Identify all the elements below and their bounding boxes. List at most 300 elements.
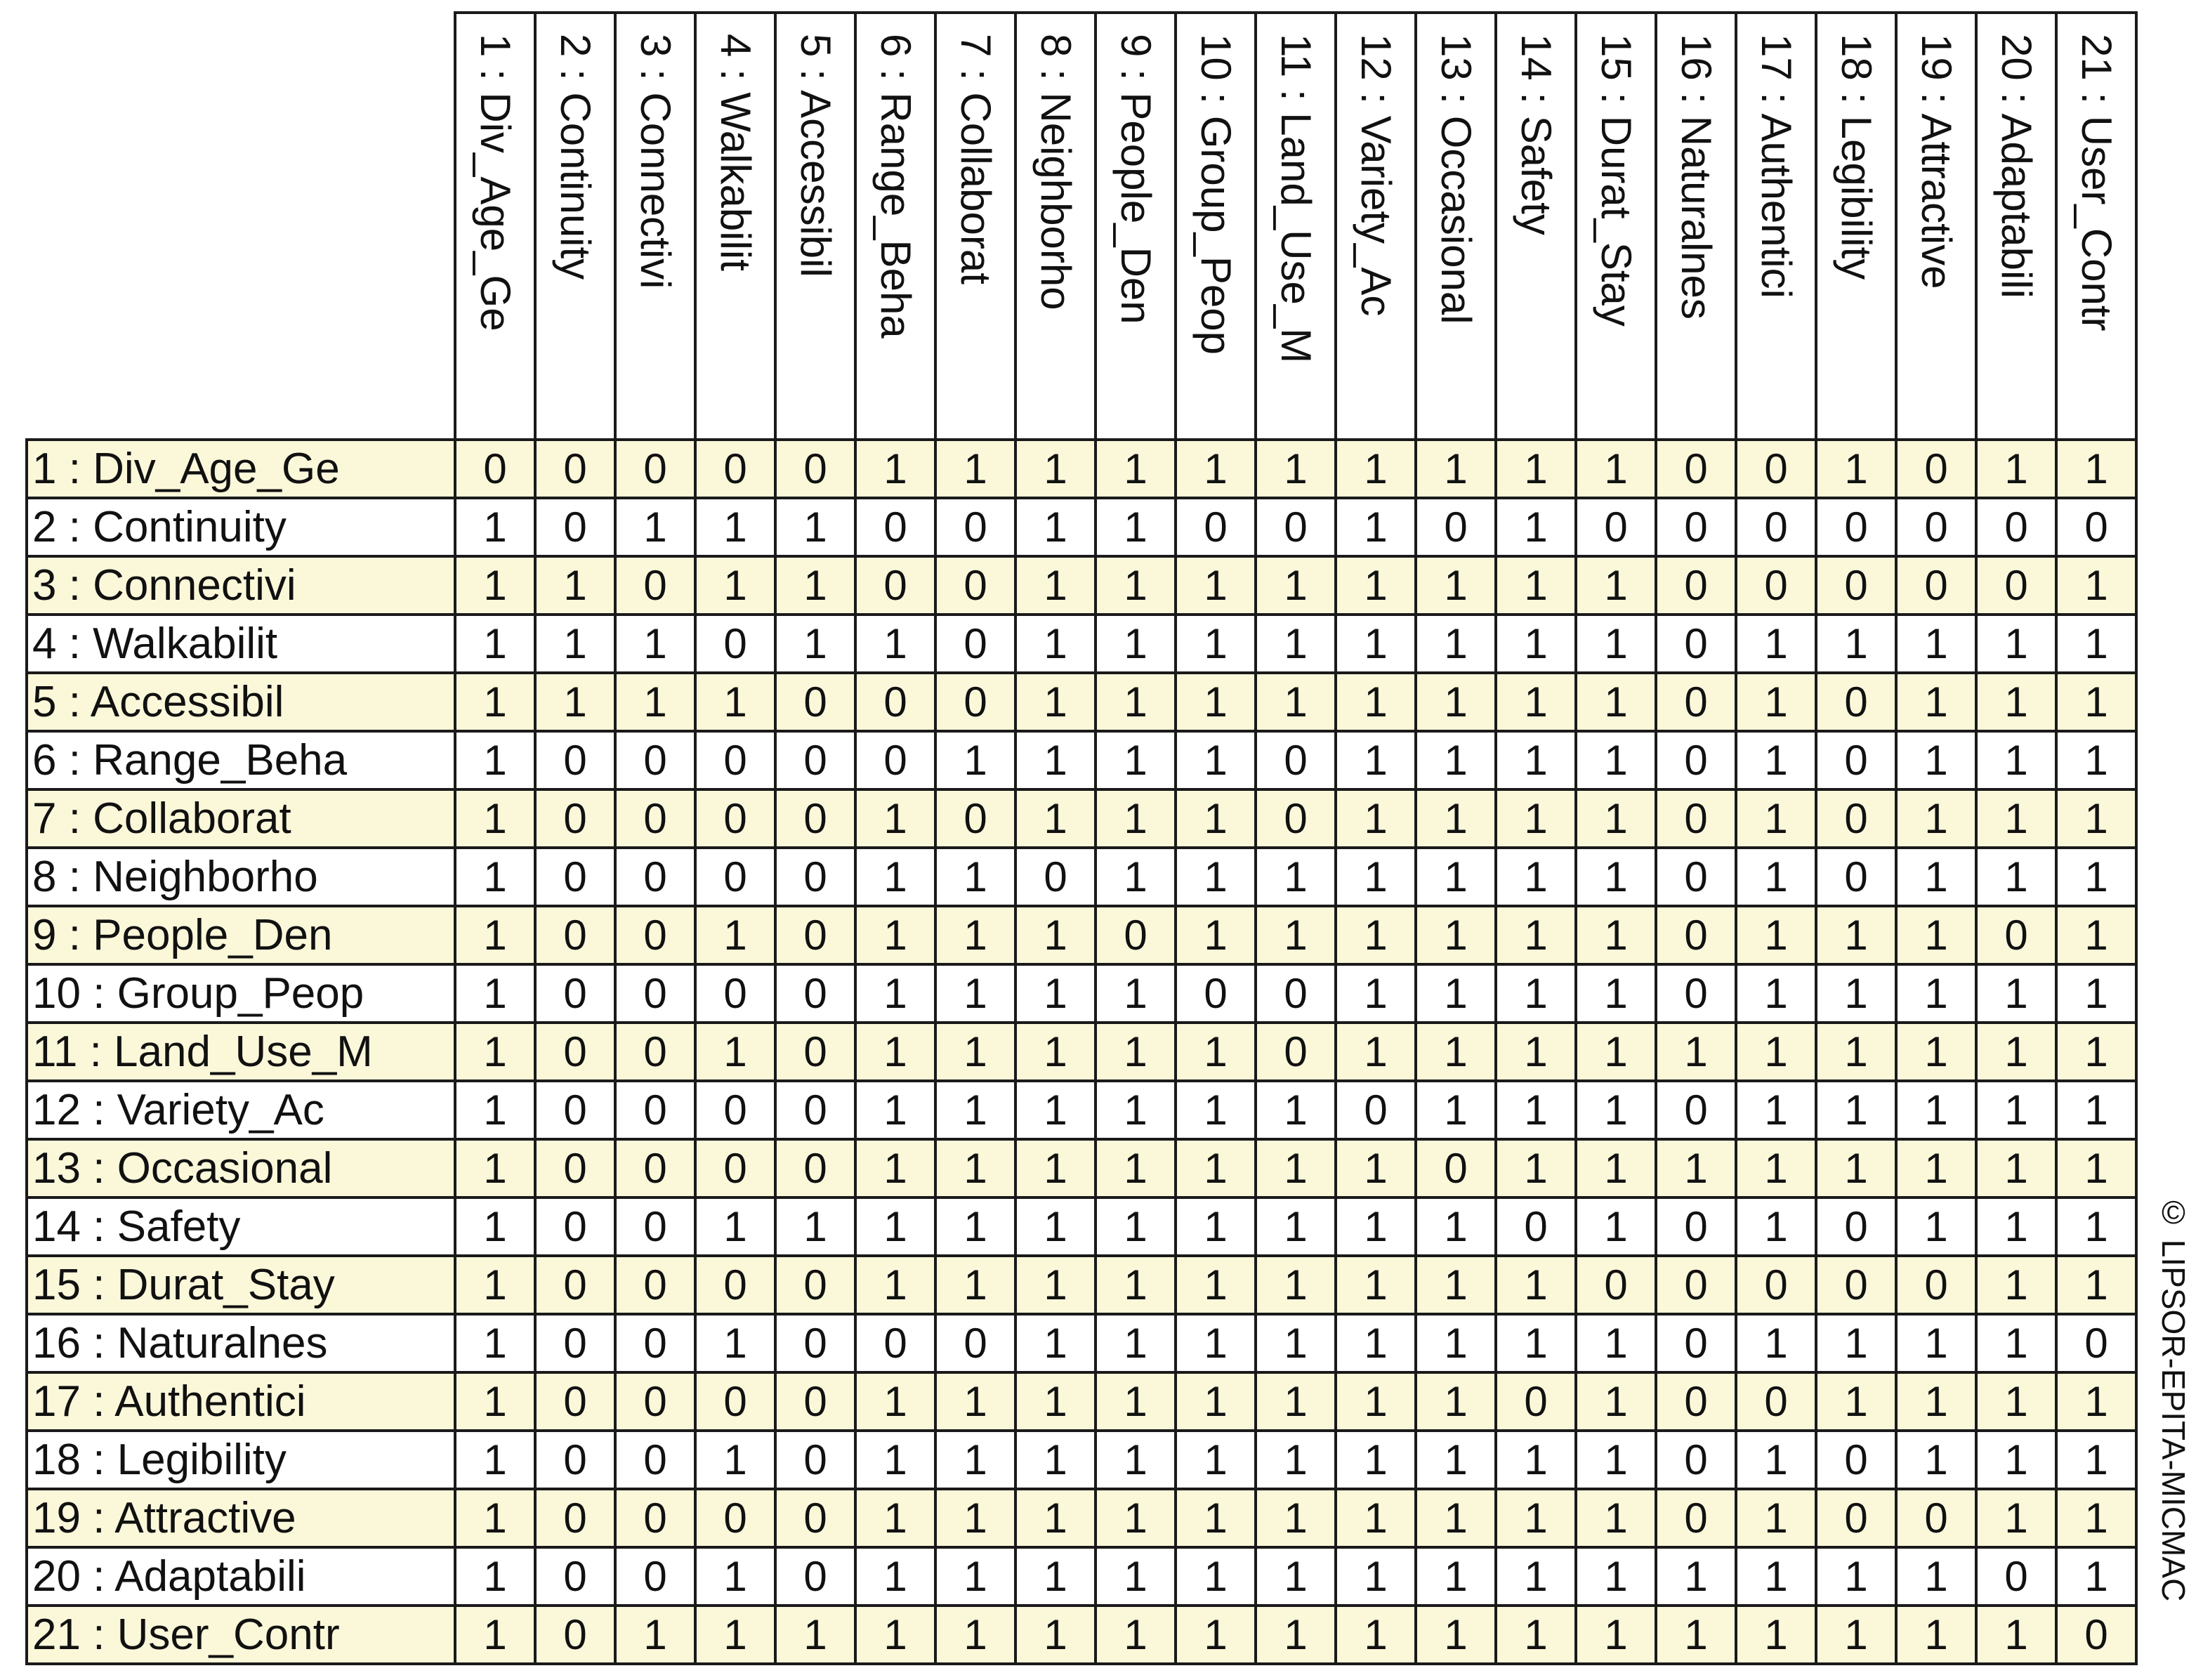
matrix-body [27,440,2136,1664]
matrix-cell: 1 [1496,1606,1576,1664]
matrix-cell: 1 [1416,1197,1496,1256]
table-row [27,440,2136,498]
matrix-cell: 0 [775,1314,855,1372]
row-header-14: 14 : Safety [27,1197,455,1256]
matrix-cell: 1 [1976,440,2056,498]
matrix-cell: 0 [695,1256,775,1314]
matrix-cell: 1 [1015,1547,1096,1606]
matrix-cell: 0 [615,964,695,1023]
matrix-table [25,11,2138,1665]
matrix-cell: 1 [1496,440,1576,498]
table-row [27,498,2136,556]
matrix-cell: 0 [1656,1431,1736,1489]
matrix-cell: 0 [695,440,775,498]
matrix-cell: 0 [535,1431,615,1489]
matrix-cell: 1 [1496,1431,1576,1489]
matrix-cell: 1 [935,1256,1015,1314]
matrix-cell: 1 [1336,498,1416,556]
matrix-cell: 0 [1816,556,1896,615]
matrix-cell: 1 [775,498,855,556]
matrix-cell: 1 [1736,1139,1816,1197]
matrix-cell: 1 [2056,731,2136,789]
matrix-cell: 1 [1976,673,2056,731]
matrix-cell: 0 [1015,848,1096,906]
matrix-cell: 1 [1096,1023,1176,1081]
matrix-cell: 1 [1015,673,1096,731]
matrix-cell: 1 [1256,848,1336,906]
matrix-cell: 1 [1896,1606,1976,1664]
column-header-4 [695,13,775,440]
matrix-cell: 1 [1256,1256,1336,1314]
column-header-label: 21 : User_Contr [2073,34,2120,332]
matrix-cell: 1 [1256,673,1336,731]
matrix-cell: 1 [1576,673,1656,731]
matrix-cell: 0 [1176,498,1256,556]
table-row [27,1081,2136,1139]
matrix-cell: 1 [1176,615,1256,673]
matrix-cell: 1 [1896,673,1976,731]
matrix-cell: 0 [775,1081,855,1139]
matrix-cell: 1 [695,556,775,615]
matrix-cell: 1 [1416,440,1496,498]
matrix-cell: 1 [1176,906,1256,964]
column-header-label: 20 : Adaptabili [1993,34,2040,298]
column-header-label: 15 : Durat_Stay [1593,34,1640,327]
row-header-19: 19 : Attractive [27,1489,455,1547]
matrix-cell: 1 [935,440,1015,498]
column-header-18 [1816,13,1896,440]
matrix-cell: 1 [1976,1372,2056,1431]
matrix-cell: 1 [2056,964,2136,1023]
matrix-cell: 1 [2056,1431,2136,1489]
matrix-cell: 1 [1096,789,1176,848]
matrix-cell: 1 [1736,1547,1816,1606]
matrix-cell: 1 [1976,731,2056,789]
matrix-cell: 1 [1576,1314,1656,1372]
column-header-label: 5 : Accessibil [792,34,839,277]
matrix-cell: 0 [535,964,615,1023]
matrix-cell: 1 [455,1314,535,1372]
matrix-cell: 1 [1336,556,1416,615]
matrix-cell: 1 [935,1139,1015,1197]
matrix-cell: 1 [1976,1023,2056,1081]
matrix-cell: 1 [1576,731,1656,789]
matrix-cell: 0 [535,731,615,789]
row-header-1: 1 : Div_Age_Ge [27,440,455,498]
matrix-cell: 1 [1416,556,1496,615]
matrix-cell: 1 [2056,789,2136,848]
matrix-cell: 1 [1976,789,2056,848]
matrix-cell: 1 [1096,731,1176,789]
matrix-cell: 1 [1736,1489,1816,1547]
matrix-cell: 1 [1256,906,1336,964]
matrix-cell: 1 [1656,1606,1736,1664]
matrix-cell: 0 [1896,440,1976,498]
matrix-cell: 0 [1896,556,1976,615]
matrix-cell: 1 [1336,440,1416,498]
matrix-cell: 0 [775,1431,855,1489]
table-row [27,1139,2136,1197]
matrix-cell: 0 [1576,498,1656,556]
table-row [27,556,2136,615]
matrix-cell: 1 [1896,1431,1976,1489]
matrix-cell: 1 [855,1081,935,1139]
matrix-cell: 0 [935,615,1015,673]
row-header-9: 9 : People_Den [27,906,455,964]
column-header-label: 6 : Range_Beha [872,34,919,339]
matrix-cell: 1 [1896,906,1976,964]
matrix-cell: 1 [1336,1023,1416,1081]
matrix-cell: 0 [775,1139,855,1197]
row-header-12: 12 : Variety_Ac [27,1081,455,1139]
matrix-cell: 0 [2056,1606,2136,1664]
matrix-cell: 0 [695,789,775,848]
matrix-cell: 0 [615,1372,695,1431]
matrix-cell: 1 [1336,1547,1416,1606]
matrix-cell: 0 [1816,1489,1896,1547]
matrix-cell: 1 [1816,1139,1896,1197]
matrix-cell: 1 [1496,1081,1576,1139]
matrix-cell: 0 [535,906,615,964]
matrix-cell: 1 [1176,556,1256,615]
matrix-cell: 1 [1496,1314,1576,1372]
corner-cell [27,13,455,440]
matrix-cell: 0 [455,440,535,498]
matrix-cell: 1 [1176,789,1256,848]
matrix-cell: 0 [615,440,695,498]
matrix-cell: 1 [1576,1489,1656,1547]
row-header-17: 17 : Authentici [27,1372,455,1431]
row-header-8: 8 : Neighborho [27,848,455,906]
matrix-cell: 1 [935,1023,1015,1081]
matrix-cell: 1 [1736,1314,1816,1372]
matrix-cell: 1 [1176,1023,1256,1081]
matrix-cell: 1 [935,1372,1015,1431]
matrix-cell: 0 [1656,964,1736,1023]
matrix-cell: 1 [2056,906,2136,964]
matrix-cell: 1 [1176,1081,1256,1139]
matrix-cell: 1 [455,1023,535,1081]
matrix-cell: 1 [935,1489,1015,1547]
matrix-cell: 1 [935,1081,1015,1139]
matrix-cell: 0 [1656,615,1736,673]
row-header-11: 11 : Land_Use_M [27,1023,455,1081]
matrix-cell: 1 [535,556,615,615]
matrix-cell: 0 [1576,1256,1656,1314]
matrix-cell: 1 [695,1547,775,1606]
matrix-cell: 0 [775,440,855,498]
table-row [27,1431,2136,1489]
matrix-cell: 0 [1656,848,1736,906]
matrix-cell: 1 [1416,1431,1496,1489]
matrix-cell: 1 [455,498,535,556]
matrix-cell: 1 [1496,1489,1576,1547]
matrix-cell: 1 [455,1547,535,1606]
matrix-cell: 0 [775,964,855,1023]
matrix-cell: 1 [1015,1314,1096,1372]
matrix-cell: 1 [1496,1547,1576,1606]
matrix-cell: 0 [1256,731,1336,789]
matrix-cell: 1 [615,615,695,673]
matrix-cell: 1 [1096,1431,1176,1489]
matrix-cell: 1 [1015,964,1096,1023]
matrix-cell: 1 [1496,1139,1576,1197]
table-row [27,1256,2136,1314]
row-header-5: 5 : Accessibil [27,673,455,731]
matrix-cell: 0 [935,498,1015,556]
row-header-6: 6 : Range_Beha [27,731,455,789]
matrix-cell: 1 [1496,964,1576,1023]
matrix-cell: 1 [775,1606,855,1664]
column-header-label: 1 : Div_Age_Ge [472,34,519,332]
matrix-cell: 0 [615,1197,695,1256]
matrix-cell: 1 [1896,1081,1976,1139]
matrix-cell: 0 [1656,1489,1736,1547]
matrix-cell: 0 [1736,440,1816,498]
matrix-cell: 0 [775,906,855,964]
matrix-cell: 1 [1336,1139,1416,1197]
matrix-cell: 1 [1576,1139,1656,1197]
matrix-cell: 1 [1256,1547,1336,1606]
matrix-cell: 0 [775,1372,855,1431]
matrix-cell: 1 [1736,1606,1816,1664]
matrix-cell: 0 [775,731,855,789]
matrix-cell: 0 [695,848,775,906]
matrix-cell: 0 [1656,1081,1736,1139]
matrix-cell: 1 [855,1489,935,1547]
matrix-cell: 1 [855,1372,935,1431]
table-row [27,615,2136,673]
matrix-cell: 1 [1416,1489,1496,1547]
table-row [27,1314,2136,1372]
matrix-cell: 0 [535,440,615,498]
matrix-cell: 0 [1496,1372,1576,1431]
column-header-label: 3 : Connectivi [632,34,679,289]
matrix-cell: 1 [1015,556,1096,615]
matrix-cell: 1 [855,906,935,964]
matrix-cell: 0 [695,1139,775,1197]
matrix-cell: 0 [1736,498,1816,556]
matrix-cell: 1 [1736,964,1816,1023]
matrix-cell: 1 [1416,1547,1496,1606]
matrix-cell: 0 [1656,731,1736,789]
matrix-cell: 1 [1656,1139,1736,1197]
matrix-cell: 0 [1656,789,1736,848]
matrix-cell: 1 [1976,1081,2056,1139]
matrix-cell: 0 [1816,848,1896,906]
matrix-cell: 0 [615,556,695,615]
row-header-16: 16 : Naturalnes [27,1314,455,1372]
matrix-cell: 1 [1336,789,1416,848]
matrix-cell: 1 [1976,1431,2056,1489]
table-row [27,789,2136,848]
matrix-cell: 1 [1576,1081,1656,1139]
matrix-cell: 1 [1336,731,1416,789]
matrix-cell: 1 [1896,1023,1976,1081]
matrix-cell: 1 [1336,1314,1416,1372]
column-header-label: 13 : Occasional [1433,34,1480,324]
column-header-17 [1736,13,1816,440]
matrix-cell: 1 [1096,556,1176,615]
matrix-cell: 0 [615,1314,695,1372]
matrix-cell: 1 [1896,615,1976,673]
matrix-cell: 1 [1416,906,1496,964]
matrix-cell: 1 [1256,556,1336,615]
matrix-cell: 1 [2056,1023,2136,1081]
matrix-cell: 1 [1256,1314,1336,1372]
matrix-cell: 0 [935,1314,1015,1372]
matrix-cell: 0 [535,1197,615,1256]
column-header-label: 12 : Variety_Ac [1353,34,1400,317]
matrix-cell: 0 [775,1256,855,1314]
matrix-cell: 1 [1176,1547,1256,1606]
column-header-5 [775,13,855,440]
matrix-cell: 1 [1896,1139,1976,1197]
matrix-cell: 0 [775,673,855,731]
matrix-cell: 1 [695,1606,775,1664]
matrix-cell: 0 [615,1431,695,1489]
matrix-cell: 0 [535,1023,615,1081]
matrix-cell: 1 [2056,673,2136,731]
matrix-cell: 1 [1976,1606,2056,1664]
matrix-cell: 1 [1416,1023,1496,1081]
matrix-cell: 1 [1816,1314,1896,1372]
matrix-cell: 1 [1576,1431,1656,1489]
matrix-cell: 0 [855,556,935,615]
matrix-cell: 1 [855,789,935,848]
matrix-cell: 1 [1096,1314,1176,1372]
matrix-cell: 0 [695,1372,775,1431]
matrix-cell: 1 [1176,1256,1256,1314]
matrix-cell: 0 [615,1547,695,1606]
column-header-2 [535,13,615,440]
matrix-cell: 1 [1496,906,1576,964]
matrix-cell: 1 [455,615,535,673]
row-header-20: 20 : Adaptabili [27,1547,455,1606]
matrix-cell: 1 [695,906,775,964]
matrix-cell: 1 [1096,1547,1176,1606]
column-header-8 [1015,13,1096,440]
matrix-cell: 0 [695,1489,775,1547]
matrix-cell: 1 [855,1197,935,1256]
table-row [27,1197,2136,1256]
matrix-cell: 1 [1496,848,1576,906]
matrix-cell: 1 [1256,1606,1336,1664]
matrix-cell: 1 [1416,615,1496,673]
matrix-cell: 0 [695,1081,775,1139]
matrix-cell: 1 [1976,1139,2056,1197]
matrix-cell: 1 [1976,1489,2056,1547]
matrix-cell: 1 [1096,615,1176,673]
table-row [27,964,2136,1023]
matrix-cell: 1 [855,1023,935,1081]
matrix-cell: 1 [1576,1606,1656,1664]
column-header-15 [1576,13,1656,440]
column-header-1 [455,13,535,440]
matrix-cell: 1 [1096,1197,1176,1256]
matrix-cell: 1 [2056,848,2136,906]
matrix-cell: 0 [1816,1256,1896,1314]
matrix-cell: 1 [1176,1372,1256,1431]
matrix-cell: 1 [1336,1197,1416,1256]
matrix-cell: 1 [1336,964,1416,1023]
matrix-cell: 1 [1736,789,1816,848]
matrix-cell: 1 [1256,1081,1336,1139]
matrix-cell: 1 [455,556,535,615]
matrix-cell: 1 [695,673,775,731]
matrix-cell: 1 [1976,1256,2056,1314]
matrix-cell: 1 [855,615,935,673]
matrix-cell: 1 [935,1431,1015,1489]
column-header-label: 14 : Safety [1513,34,1560,235]
matrix-cell: 1 [535,615,615,673]
matrix-cell: 1 [1736,673,1816,731]
matrix-cell: 1 [935,848,1015,906]
column-header-label: 11 : Land_Use_M [1273,34,1320,364]
matrix-cell: 0 [695,964,775,1023]
matrix-cell: 0 [1096,906,1176,964]
matrix-cell: 0 [1816,731,1896,789]
matrix-cell: 1 [1416,789,1496,848]
matrix-cell: 1 [1176,1431,1256,1489]
table-row [27,1489,2136,1547]
matrix-cell: 0 [1656,1197,1736,1256]
matrix-cell: 1 [1416,1372,1496,1431]
matrix-cell: 0 [855,1314,935,1372]
matrix-cell: 1 [1015,498,1096,556]
matrix-cell: 1 [615,498,695,556]
column-header-19 [1896,13,1976,440]
matrix-cell: 0 [855,673,935,731]
matrix-cell: 1 [1416,964,1496,1023]
matrix-cell: 0 [775,1547,855,1606]
matrix-cell: 1 [1736,1023,1816,1081]
matrix-cell: 0 [615,906,695,964]
column-header-label: 9 : People_Den [1112,34,1159,324]
matrix-cell: 1 [455,731,535,789]
matrix-cell: 1 [1096,1081,1176,1139]
matrix-cell: 1 [1576,789,1656,848]
matrix-cell: 1 [1015,1197,1096,1256]
matrix-cell: 1 [1256,1431,1336,1489]
matrix-cell: 1 [1736,1081,1816,1139]
matrix-cell: 1 [1896,731,1976,789]
matrix-cell: 1 [855,848,935,906]
matrix-cell: 0 [855,731,935,789]
matrix-cell: 1 [935,906,1015,964]
matrix-cell: 1 [775,615,855,673]
matrix-cell: 1 [775,556,855,615]
matrix-cell: 0 [1496,1197,1576,1256]
matrix-cell: 0 [1256,498,1336,556]
matrix-cell: 0 [535,498,615,556]
column-header-21 [2056,13,2136,440]
matrix-cell: 0 [535,1372,615,1431]
matrix-cell: 1 [1576,848,1656,906]
matrix-cell: 1 [1176,1606,1256,1664]
matrix-cell: 1 [1576,1023,1656,1081]
matrix-cell: 1 [1256,1139,1336,1197]
matrix-cell: 1 [1336,615,1416,673]
matrix-cell: 0 [1816,789,1896,848]
matrix-cell: 1 [855,1606,935,1664]
matrix-cell: 1 [935,1197,1015,1256]
matrix-cell: 1 [1896,964,1976,1023]
matrix-cell: 1 [1336,1606,1416,1664]
matrix-cell: 0 [775,789,855,848]
matrix-cell: 1 [1336,1372,1416,1431]
column-header-label: 7 : Collaborat [952,34,999,284]
